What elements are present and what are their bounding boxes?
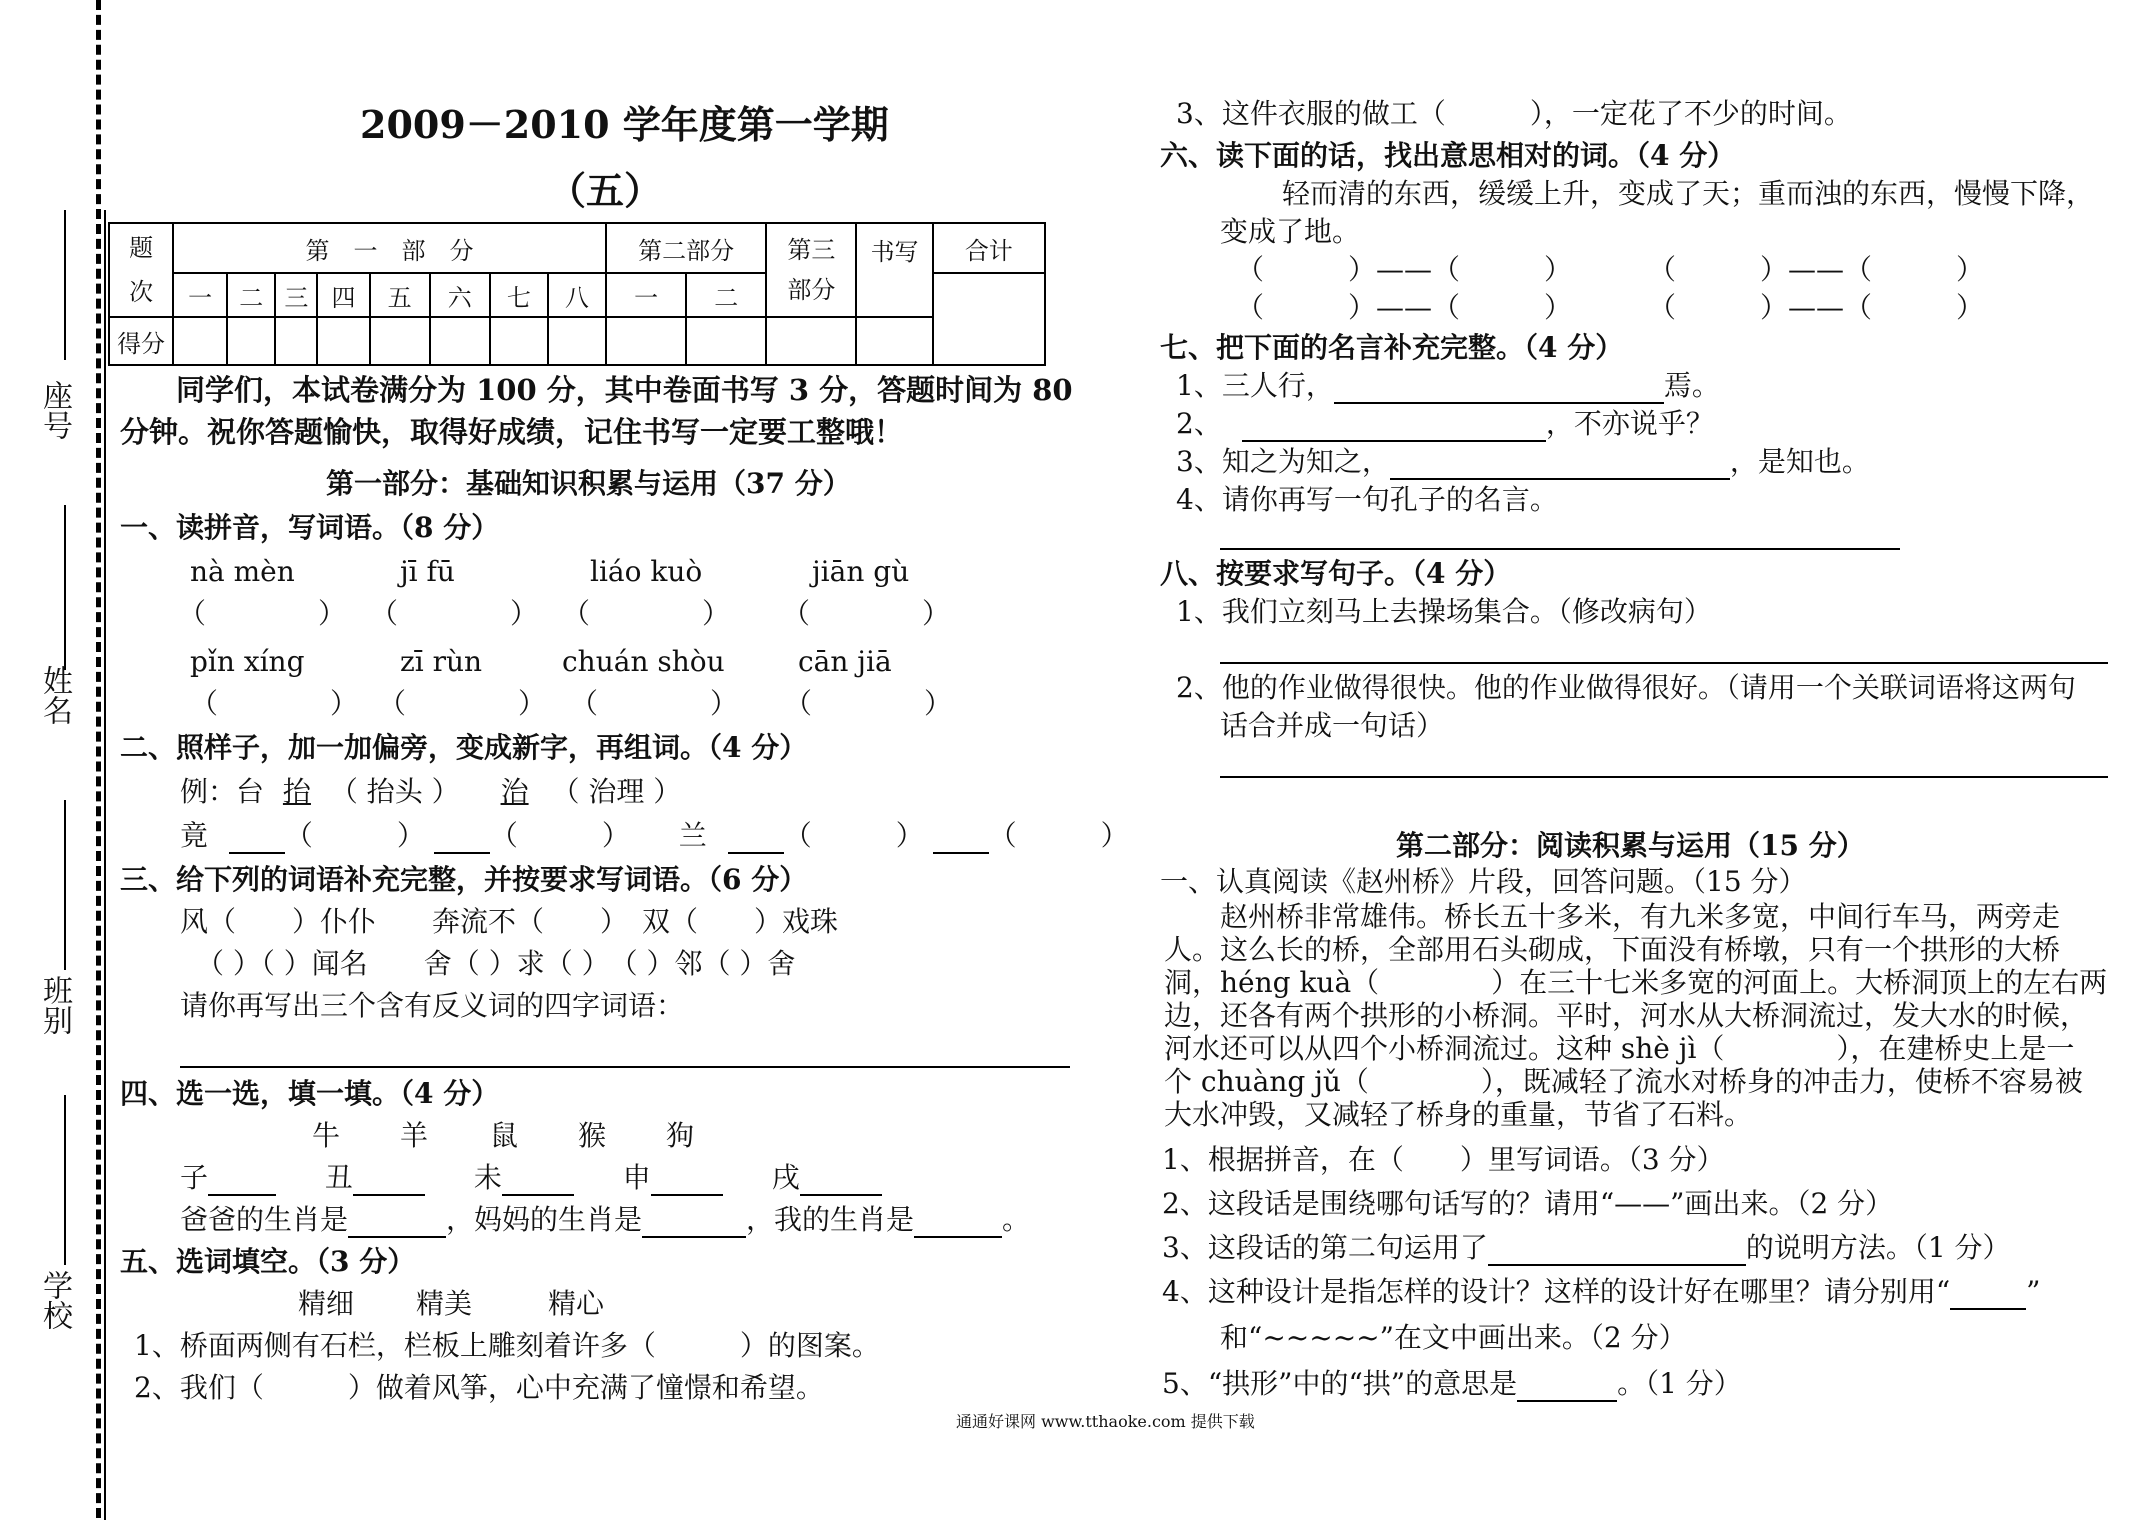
binding-dashed-line [96,0,101,1518]
pinyin-8: cān jiā [798,645,892,678]
exam-title: 2009－2010 学年度第一学期 [360,102,889,147]
class-label: 班别 [37,975,72,1035]
score-cell[interactable] [370,317,430,365]
reading-passage [1164,900,2107,1131]
pinyin-1: nà mèn [190,555,295,588]
q6-title: 六、读下面的话，找出意思相对的词。（4 分） [1160,139,1736,172]
col-9: 一 [606,273,686,317]
q4-zodiac-sentence [180,1202,1030,1238]
q2-example [180,774,681,810]
q7-answer-line[interactable] [1220,548,1900,550]
animal-rat: 鼠 [490,1119,519,1152]
q8-answer-line-1[interactable] [1220,662,2108,664]
dad-zodiac-label: 爸爸的生肖是 [180,1203,349,1236]
mom-zodiac-label: ，妈妈的生肖是 [446,1203,643,1236]
school-line[interactable] [64,1095,66,1265]
new-char-blank[interactable] [229,824,285,854]
branch-xu: 戌 [771,1161,800,1194]
q3-line-1[interactable]: 风（ ）仆仆 奔流不（ ） 双（ ）戏珠 [180,905,839,938]
score-cell[interactable] [606,317,686,365]
part3b-label: 部分 [787,276,836,304]
score-table [108,222,1046,366]
pinyin-4: jiān gù [812,555,910,588]
answer-paren[interactable]: （ ） [562,597,731,630]
word-paren[interactable]: （ ） [489,819,630,852]
intro-line-1: 同学们，本试卷满分为 100 分，其中卷面书写 3 分，答题时间为 80 [176,373,1073,407]
animal-sheep: 羊 [400,1119,429,1152]
name-label: 姓名 [37,665,72,725]
q7-1-text: 1、三人行， [1176,369,1334,402]
q5-title: 五、选词填空。（3 分） [120,1245,416,1278]
margin-line [104,210,106,1520]
passage-line: 赵州桥非常雄伟。桥长五十多米，有九米多宽，中间行车马，两旁走 [1164,900,2061,933]
answer-paren[interactable]: （ ） [782,597,951,630]
col-7: 七 [490,273,548,317]
q3-text: 3、这段话的第二句运用了 [1162,1231,1488,1264]
branch-chou: 丑 [324,1161,353,1194]
score-cell[interactable] [856,317,932,365]
pinyin-2: jī fū [400,555,455,588]
score-cell[interactable] [227,317,275,365]
part3-label: 第三 [787,236,836,264]
q8-answer-line-2[interactable] [1220,776,2108,778]
branch-blank[interactable] [353,1166,425,1196]
q7-item-3 [1176,444,1870,480]
q4-title: 四、选一选，填一填。（4 分） [120,1077,500,1110]
q5-end: 。（1 分） [1617,1367,1742,1400]
antonym-pair[interactable]: （ ）——（ ） [1236,291,1573,324]
branch-shen: 申 [622,1161,651,1194]
my-zodiac-blank[interactable] [914,1208,1002,1238]
q6-passage-1: 轻而清的东西，缓缓上升，变成了天；重而浊的东西，慢慢下降， [1282,177,2095,210]
col-10: 二 [686,273,766,317]
q6-passage-2: 变成了地。 [1220,215,1361,248]
q7-3-end: ，是知也。 [1729,445,1870,478]
q5-blank[interactable] [1517,1372,1617,1402]
q3-answer-line[interactable] [180,1066,1070,1068]
branch-blank[interactable] [800,1166,882,1196]
exam-subtitle: （五） [548,168,663,213]
q4-branches [180,1160,882,1196]
passage-line: 河水还可以从四个小桥洞流过。这种 shè jì（ ），在建桥史上是一 [1164,1032,2075,1065]
score-cell[interactable] [686,317,766,365]
ci-label: 次 [129,278,154,306]
q5-item-1[interactable]: 1、桥面两侧有石栏，栏板上雕刻着许多（ ）的图案。 [134,1329,880,1362]
dad-zodiac-blank[interactable] [348,1208,446,1238]
part3-header [766,223,856,317]
score-cell[interactable] [173,317,227,365]
q5-item-2[interactable]: 2、我们（ ）做着风筝，心中充满了憧憬和希望。 [134,1371,824,1404]
table-header-tici [109,223,173,317]
q3-title: 三、给下列的词语补充完整，并按要求写词语。（6 分） [120,863,808,896]
q4-text: 4、这种设计是指怎样的设计？这样的设计好在哪里？请分别用“ [1162,1275,1951,1308]
answer-paren[interactable]: （ ） [784,687,953,720]
score-cell[interactable] [430,317,490,365]
col-5: 五 [370,273,430,317]
branch-blank[interactable] [502,1166,574,1196]
q2-title: 二、照样子，加一加偏旁，变成新字，再组词。（4 分） [120,731,808,764]
word-paren[interactable]: （ ） [284,819,425,852]
heji-cell[interactable] [933,273,1045,365]
part1-title: 第一部分：基础知识积累与运用（37 分） [326,467,851,500]
reading-q3 [1162,1230,2011,1266]
reading-q4-cont: 和“~~~~~”在文中画出来。（2 分） [1220,1321,1687,1354]
col-2: 二 [227,273,275,317]
part2-header: 第二部分 [606,223,766,273]
reading-q4 [1162,1274,2040,1310]
heji-header: 合计 [933,223,1045,273]
score-cell[interactable] [490,317,548,365]
pinyin-5: pǐn xíng [190,645,305,678]
example-word: （ 抬头 ） [329,775,460,808]
q3-blank[interactable] [1488,1236,1746,1266]
new-char-blank[interactable] [434,824,490,854]
animal-dog: 狗 [666,1119,695,1152]
q8-title: 八、按要求写句子。（4 分） [1160,557,1512,590]
q7-title: 七、把下面的名言补充完整。（4 分） [1160,331,1624,364]
answer-paren[interactable]: （ ） [370,597,539,630]
q7-item-1 [1176,368,1720,404]
footer-credit: 通通好课网 www.tthaoke.com 提供下载 [956,1412,1255,1431]
passage-line: 边，还各有两个拱形的小桥洞。平时，河水从大桥洞流过，发大水的时候， [1164,999,2089,1032]
new-char-blank[interactable] [728,824,784,854]
seat-number-line[interactable] [64,210,66,360]
word-paren[interactable]: （ ） [783,819,924,852]
q7-2-text: 2、 [1176,407,1222,440]
q5-text: 5、“拱形”中的“拱”的意思是 [1162,1367,1518,1400]
seat-number-label: 座号 [37,380,72,440]
branch-blank[interactable] [208,1166,276,1196]
branch-blank[interactable] [651,1166,723,1196]
part1-header: 第 一 部 分 [173,223,606,273]
my-zodiac-label: ，我的生肖是 [746,1203,915,1236]
shuxie-header: 书写 [856,223,932,317]
class-line[interactable] [64,800,66,970]
q2-row [180,818,1129,854]
q3-end: 的说明方法。（1 分） [1745,1231,2011,1264]
animal-monkey: 猴 [578,1119,607,1152]
new-char-blank[interactable] [933,824,989,854]
col-8: 八 [548,273,606,317]
reading-q1: 1、根据拼音，在（ ）里写词语。（3 分） [1162,1143,1725,1176]
base-char-lan: 兰 [678,819,707,852]
q1-title: 一、读拼音，写词语。（8 分） [120,511,500,544]
col-4: 四 [317,273,369,317]
q7-3-blank[interactable] [1390,450,1730,480]
q8-item-2b: 话合并成一句话） [1220,709,1445,742]
branch-wei: 未 [473,1161,502,1194]
answer-paren[interactable]: （ ） [190,687,359,720]
reading-intro: 一、认真阅读《赵州桥》片段，回答问题。（15 分） [1160,865,1807,898]
example-new-char: 抬 [282,775,311,808]
q7-2-end: ，不亦说乎？ [1545,407,1714,440]
q7-2-blank[interactable] [1242,412,1546,442]
school-label: 学校 [37,1270,72,1330]
word-choice-3: 精心 [548,1287,605,1320]
mom-zodiac-blank[interactable] [642,1208,746,1238]
answer-paren[interactable]: （ ） [178,597,347,630]
q4-blank[interactable] [1950,1280,2026,1310]
pinyin-7: chuán shòu [562,645,725,678]
answer-paren[interactable]: （ ） [570,687,739,720]
q7-item-2 [1176,406,1714,442]
passage-line: 个 chuàng jǔ（ ），既减轻了流水对桥身的冲击力，使桥不容易被 [1164,1065,2083,1098]
pinyin-3: liáo kuò [590,555,703,588]
q3-line-2[interactable]: （ ）（ ）闻名 舍（ ）求（ ） （ ）邻（ ）舍 [196,947,796,980]
passage-line: 人。这么长的桥，全部用石头砌成，下面没有桥墩，只有一个拱形的大桥 [1164,933,2061,966]
word-choice-2: 精美 [416,1287,473,1320]
q7-3-text: 3、知之为知之， [1176,445,1390,478]
antonym-pair[interactable]: （ ）——（ ） [1648,253,1985,286]
name-line[interactable] [64,505,66,670]
reading-q5 [1162,1366,1742,1402]
q5-item-3[interactable]: 3、这件衣服的做工（ ），一定花了不少的时间。 [1176,97,1852,130]
q8-item-1: 1、我们立刻马上去操场集合。（修改病句） [1176,595,1712,628]
base-char-jing: 竟 [180,819,209,852]
passage-line: 大水冲毁，又减轻了桥身的重量，节省了石料。 [1164,1098,1753,1131]
animal-ox: 牛 [312,1119,341,1152]
score-cell[interactable] [317,317,369,365]
q4-quote: ” [2026,1275,2041,1308]
col-1: 一 [173,273,227,317]
period: 。 [1002,1203,1031,1236]
q3-line-3: 请你再写出三个含有反义词的四字词语： [180,989,685,1022]
branch-zi: 子 [180,1161,209,1194]
score-cell[interactable] [766,317,856,365]
q7-1-blank[interactable] [1334,374,1664,404]
intro-line-2: 分钟。祝你答题愉快，取得好成绩，记住书写一定要工整哦！ [120,415,904,449]
answer-paren[interactable]: （ ） [378,687,547,720]
col-3: 三 [275,273,317,317]
example-word-2: （ 治理 ） [551,775,682,808]
pinyin-6: zī rùn [400,645,483,678]
word-paren[interactable]: （ ） [988,819,1129,852]
part2-title: 第二部分：阅读积累与运用（15 分） [1396,829,1865,862]
antonym-pair[interactable]: （ ）——（ ） [1648,291,1985,324]
reading-q2: 2、这段话是围绕哪句话写的？请用“——”画出来。（2 分） [1162,1187,1894,1220]
defen-label: 得分 [109,317,173,365]
col-6: 六 [430,273,490,317]
score-cell[interactable] [275,317,317,365]
score-cell[interactable] [548,317,606,365]
passage-line: 洞，héng kuà（ ）在三十七米多宽的河面上。大桥洞顶上的左右两 [1164,966,2108,999]
example-base: 例：台 [180,775,265,808]
word-choice-1: 精细 [298,1287,355,1320]
q7-1-end: 焉。 [1663,369,1720,402]
q7-item-4: 4、请你再写一句孔子的名言。 [1176,483,1558,516]
antonym-pair[interactable]: （ ）——（ ） [1236,253,1573,286]
tici-label: 题 [129,234,154,262]
example-new-char-2: 治 [500,775,529,808]
q8-item-2a: 2、他的作业做得很快。他的作业做得很好。（请用一个关联词语将这两句 [1176,671,2076,704]
